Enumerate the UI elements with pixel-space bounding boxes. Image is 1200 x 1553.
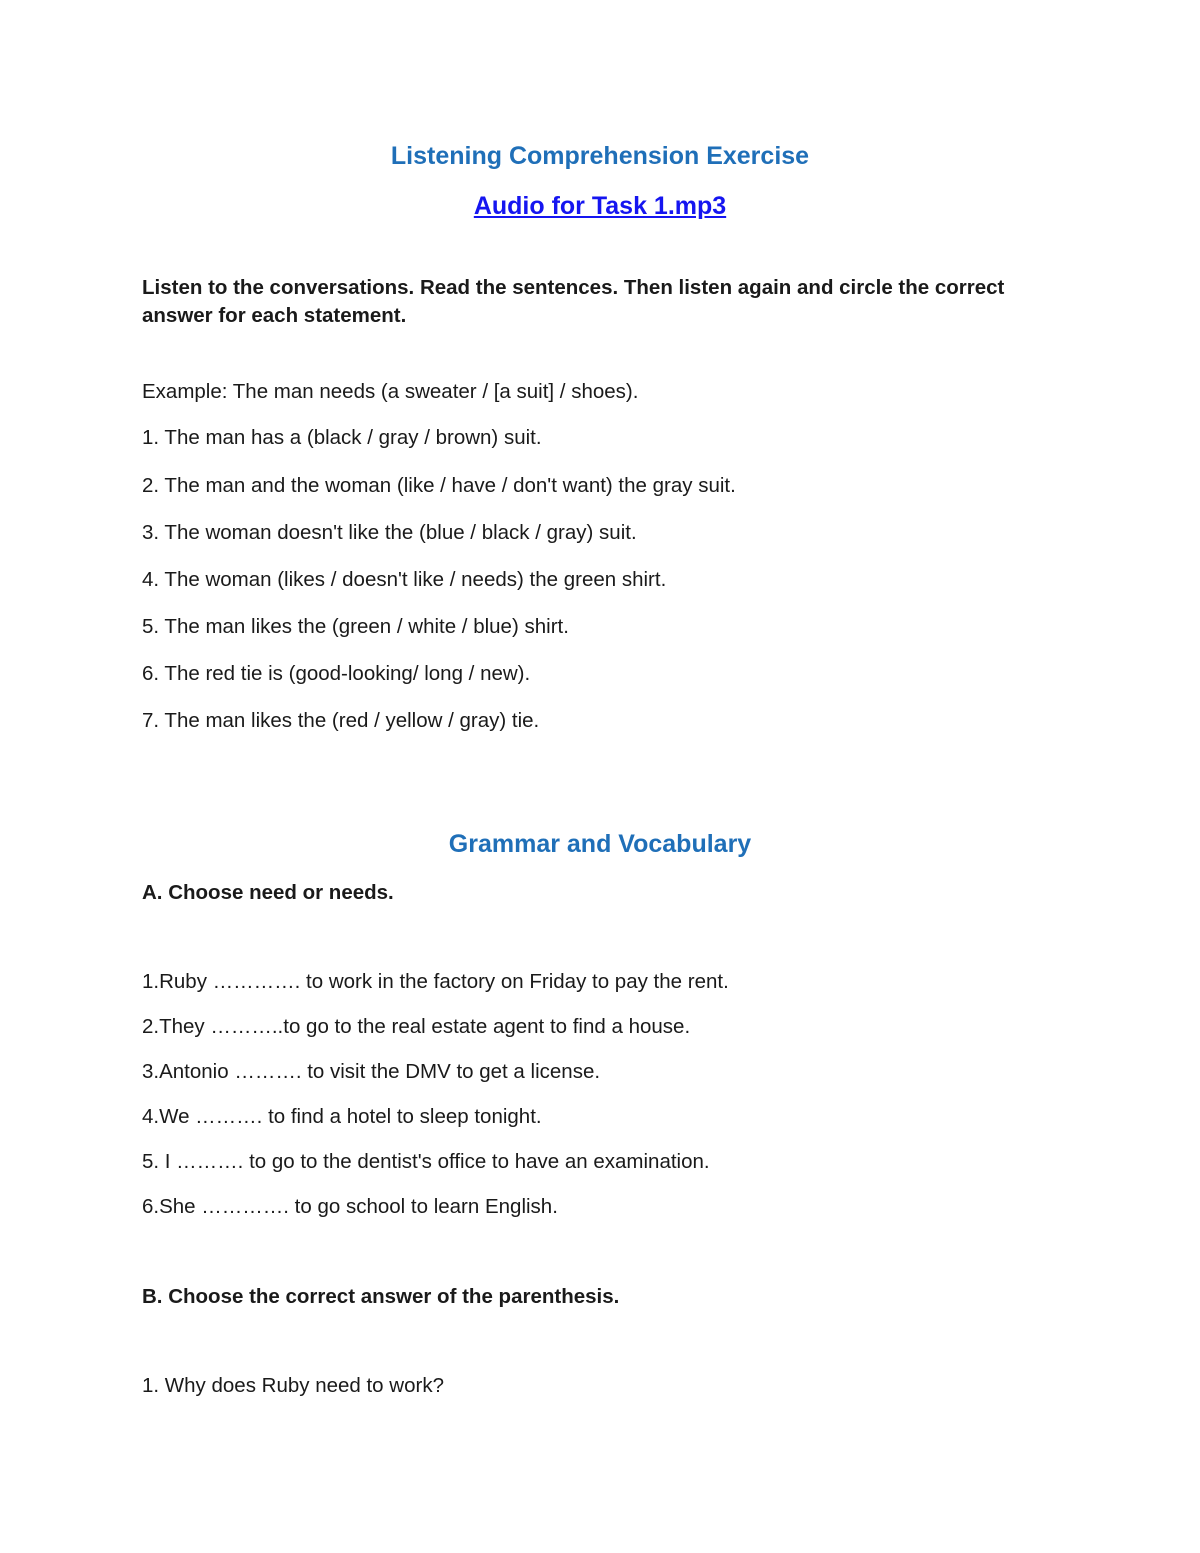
section-a-item: 6.She …………. to go school to learn English. xyxy=(142,1195,558,1218)
section-a-item: 1.Ruby …………. to work in the factory on Friday to pay the rent. xyxy=(142,970,729,993)
audio-link-container xyxy=(0,192,1200,221)
section-b-item: 1. Why does Ruby need to work? xyxy=(142,1374,444,1397)
listening-instructions: Listen to the conversations. Read the sentences. Then listen again and circle the correct answer for each statement. xyxy=(142,276,1005,327)
section-a-item: 5. I ………. to go to the dentist's office to have an examination. xyxy=(142,1150,710,1173)
listening-item: 7. The man likes the (red / yellow / gray) tie. xyxy=(142,709,540,732)
section-a-item: 2.They ………..to go to the real estate agent to find a house. xyxy=(142,1015,691,1038)
listening-item: 2. The man and the woman (like / have / don't want) the gray suit. xyxy=(142,474,736,497)
listening-item: 1. The man has a (black / gray / brown) suit. xyxy=(142,426,542,449)
example-sentence: Example: The man needs (a sweater / [a suit] / shoes). xyxy=(142,380,639,403)
listening-item: 5. The man likes the (green / white / blue) shirt. xyxy=(142,615,569,638)
grammar-title: Grammar and Vocabulary xyxy=(448,830,752,858)
section-a-heading: A. Choose need or needs. xyxy=(142,881,394,904)
listening-item: 6. The red tie is (good-looking/ long / new). xyxy=(142,662,531,685)
listening-item: 3. The woman doesn't like the (blue / black / gray) suit. xyxy=(142,521,637,544)
listening-item: 4. The woman (likes / doesn't like / needs) the green shirt. xyxy=(142,568,667,591)
audio-link[interactable]: Audio for Task 1.mp3 xyxy=(473,192,727,220)
section-a-item: 4.We ………. to find a hotel to sleep tonight. xyxy=(142,1105,542,1128)
listening-title: Listening Comprehension Exercise xyxy=(390,142,810,170)
section-b-heading: B. Choose the correct answer of the parenthesis. xyxy=(142,1285,620,1308)
section-a-item: 3.Antonio ………. to visit the DMV to get a license. xyxy=(142,1060,601,1083)
